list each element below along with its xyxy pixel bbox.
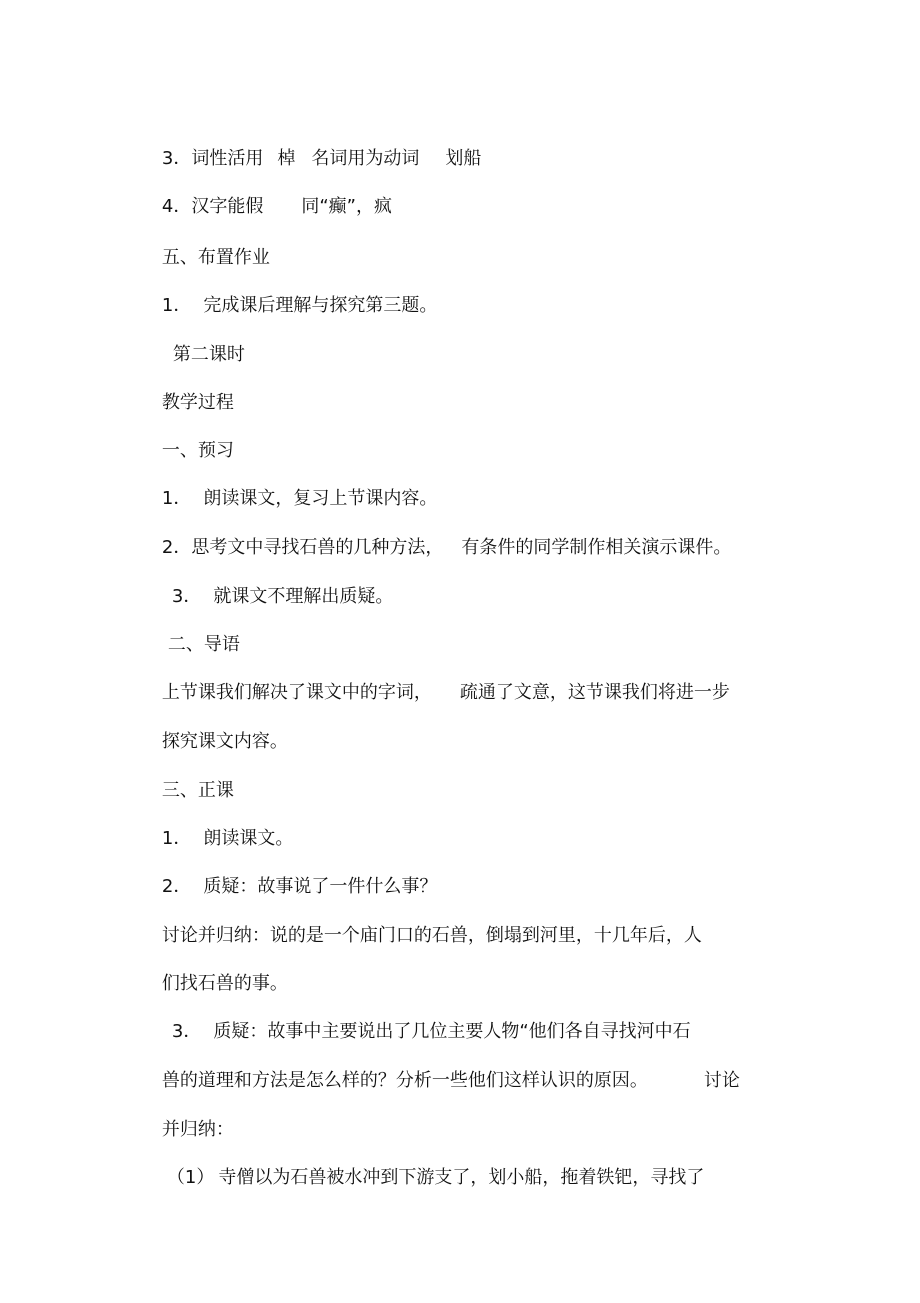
- point-1-number: （1）: [166, 1167, 215, 1188]
- lesson-2-number: 2．: [161, 876, 192, 897]
- lesson-1-number: 1．: [161, 828, 192, 849]
- preview-1-number: 1．: [161, 488, 192, 509]
- section-3-text: 三、正课: [161, 780, 234, 801]
- intro-text-a: 上节课我们解决了课文中的字词，: [161, 682, 432, 703]
- item-4-meaning: 同“癫”，疯: [301, 196, 392, 217]
- lesson-1-text: 朗读课文。: [203, 828, 294, 849]
- item-3-label: 3．词性活用: [161, 148, 264, 169]
- section-5-text: 五、布置作业: [161, 247, 270, 268]
- lesson-3-text: 质疑：故事中主要说出了几位主要人物“他们各自寻找河中石: [213, 1021, 691, 1042]
- intro-text-c: 探究课文内容。: [161, 731, 288, 752]
- lesson-2-text: 质疑：故事说了一件什么事？: [203, 876, 438, 897]
- lesson-3-number: 3．: [171, 1021, 202, 1042]
- discuss-text-b: 们找石兽的事。: [161, 973, 288, 994]
- section-2-text: 二、导语: [167, 634, 240, 655]
- lesson-3-text-c: 讨论: [703, 1070, 740, 1091]
- preview-2-text-b: 有条件的同学制作相关演示课件。: [461, 537, 732, 558]
- point-1-text: 寺僧以为石兽被水冲到下游支了，划小船，拖着铁钯，寻找了: [218, 1167, 705, 1188]
- item-4-label: 4．汉字能假: [161, 196, 264, 217]
- process-title-text: 教学过程: [161, 392, 234, 413]
- point-1-line: [144, 1142, 704, 1214]
- item-3-usage: 名词用为动词: [311, 148, 420, 169]
- homework-1-text: 完成课后理解与探究第三题。: [203, 295, 438, 316]
- intro-text-b: 疏通了文意，这节课我们将进一步: [459, 682, 730, 703]
- item-3-meaning: 划船: [445, 148, 482, 169]
- discuss-text-a: 讨论并归纳：说的是一个庙门口的石兽，倒塌到河里，十几年后，人: [161, 925, 702, 946]
- lesson-3-text-b: 兽的道理和方法是怎么样的？分析一些他们这样认识的原因。: [161, 1070, 648, 1091]
- preview-3-number: 3．: [171, 586, 202, 607]
- item-3-word: 棹: [277, 148, 296, 169]
- homework-1-number: 1．: [161, 295, 192, 316]
- preview-3-text: 就课文不理解出质疑。: [213, 586, 394, 607]
- preview-1-text: 朗读课文，复习上节课内容。: [203, 488, 438, 509]
- lesson-3-text-d: 并归纳：: [161, 1119, 234, 1140]
- lesson-2-title-text: 第二课时: [172, 344, 245, 365]
- section-1-text: 一、预习: [161, 440, 234, 461]
- preview-2-text-a: 2．思考文中寻找石兽的几种方法，: [161, 537, 444, 558]
